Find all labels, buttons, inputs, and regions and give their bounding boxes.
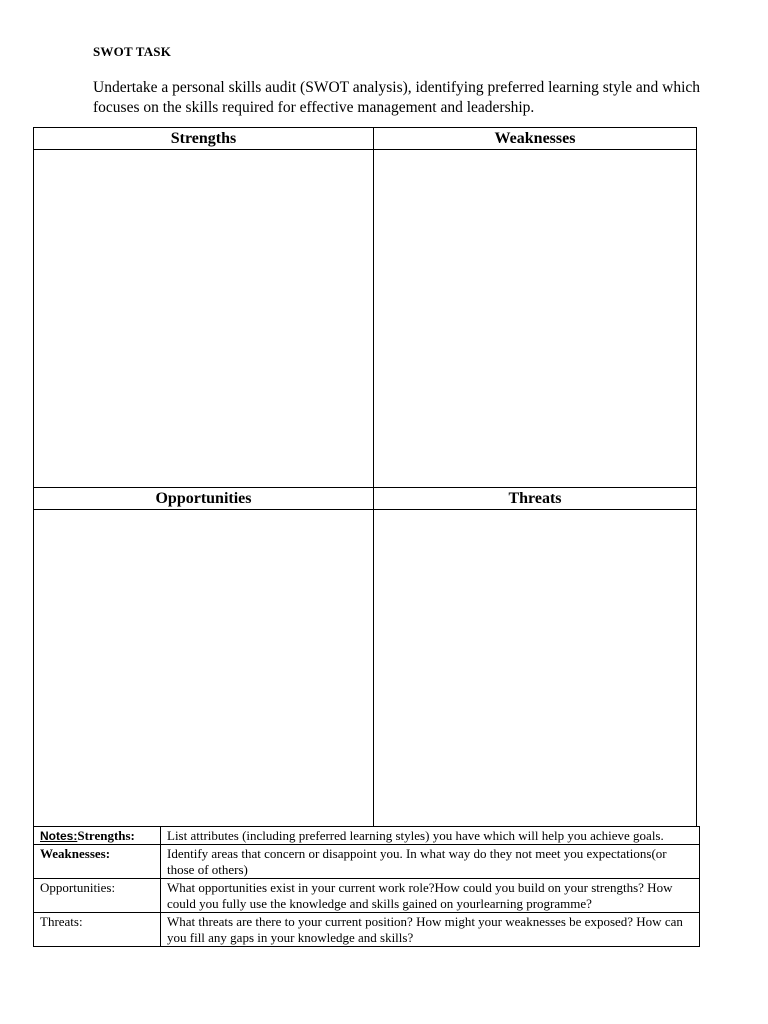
notes-label-weaknesses: Weaknesses:: [34, 845, 161, 879]
notes-row-opportunities: [34, 879, 700, 913]
notes-label-threats: Threats:: [34, 913, 161, 947]
threats-heading: Threats: [374, 488, 696, 510]
notes-label-opportunities: Opportunities:: [34, 879, 161, 913]
weaknesses-area[interactable]: [374, 150, 696, 487]
notes-text-opportunities: What opportunities exist in your current work role?How could you build on your strengths? How could you fully use the knowledge and skills gained on yourlearning programme?: [161, 879, 700, 913]
notes-label-text: Strengths:: [77, 828, 135, 843]
notes-prefix: Notes:: [40, 829, 78, 843]
notes-text-threats: What threats are there to your current position? How might your weaknesses be exposed? How can you fill any gaps in your knowledge and skills?: [161, 913, 700, 947]
notes-text-weaknesses: Identify areas that concern or disappoint you. In what way do they not meet you expectations(or those of others): [161, 845, 700, 879]
opportunities-area[interactable]: [34, 510, 373, 826]
swot-grid: [33, 127, 697, 827]
document-heading: SWOT TASK: [93, 44, 172, 59]
notes-row-threats: [34, 913, 700, 947]
strengths-area[interactable]: [34, 150, 373, 487]
threats-area[interactable]: [374, 510, 696, 826]
notes-text-strengths: List attributes (including preferred learning styles) you have which will help you achieve goals.: [161, 827, 700, 845]
notes-table: [33, 826, 700, 947]
notes-row-strengths: [34, 827, 700, 845]
notes-row-weaknesses: [34, 845, 700, 879]
weaknesses-heading: Weaknesses: [374, 128, 696, 150]
opportunities-heading: Opportunities: [34, 488, 373, 510]
notes-label-strengths: [34, 827, 161, 845]
strengths-heading: Strengths: [34, 128, 373, 150]
task-instructions: Undertake a personal skills audit (SWOT analysis), identifying preferred learning style and which focuses on the skills required for effective management and leadership.: [93, 79, 701, 116]
